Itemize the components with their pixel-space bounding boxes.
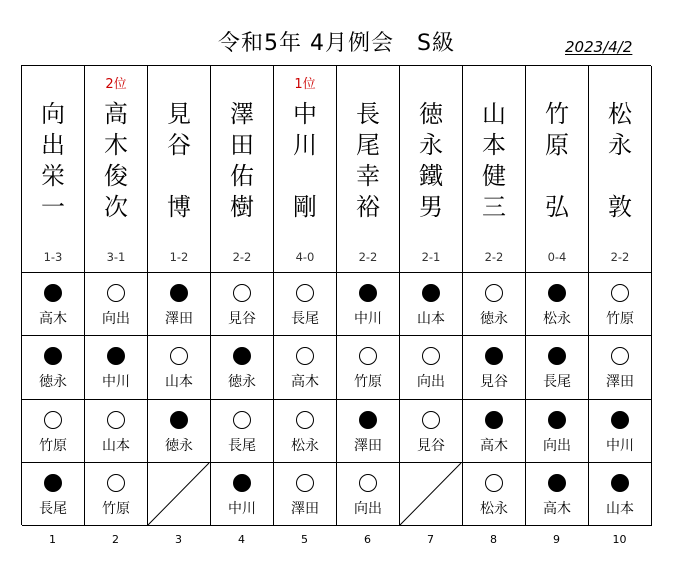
black-circle-icon [44,347,62,365]
black-circle-icon [548,284,566,302]
black-circle-icon [233,347,251,365]
game-result-cell [274,336,337,399]
opponent-name: 高木 [291,374,319,391]
white-circle-icon [422,411,440,429]
black-circle-icon [44,284,62,302]
column-number: 7 [427,533,434,546]
game-result-cell [22,273,85,336]
white-circle-icon [296,474,314,492]
diagonal-slash [148,463,211,526]
opponent-name: 高木 [543,500,571,517]
game-result-cell [400,400,463,463]
opponent-name: 見谷 [228,311,256,327]
white-circle-icon [44,411,62,429]
black-circle-icon [548,411,566,429]
white-circle-icon [359,474,377,492]
white-circle-icon [233,411,251,429]
opponent-name: 山本 [417,311,445,327]
game-result-cell [589,463,652,526]
game-result-cell [526,400,589,463]
column-number: 3 [175,533,182,546]
win-loss-record: 2-2 [610,250,630,264]
white-circle-icon [485,474,503,492]
opponent-name: 向出 [417,374,445,391]
opponent-name: 中川 [102,374,130,391]
page-title: 令和5年 4月例会 S級 [218,31,455,56]
opponent-name: 山本 [606,500,634,517]
white-circle-icon [359,347,377,365]
black-circle-icon [359,411,377,429]
game-result-cell [22,336,85,399]
game-result-cell [85,336,148,399]
player-name: 山 本 健 三 [482,100,506,221]
opponent-name: 澤田 [165,311,193,327]
player-name: 徳 永 鐵 男 [419,100,443,221]
white-circle-icon [611,284,629,302]
player-name: 長 尾 幸 裕 [356,100,380,221]
black-circle-icon [359,284,377,302]
black-circle-icon [170,411,188,429]
game-result-cell [211,336,274,399]
player-name: 中 川 剛 [293,100,317,221]
white-circle-icon [233,284,251,302]
player-name: 竹 原 弘 [545,100,569,221]
win-loss-record: 3-1 [106,250,126,264]
opponent-name: 高木 [480,437,508,454]
opponent-name: 松永 [543,311,571,327]
column-number: 8 [490,533,497,546]
player-header [589,66,652,273]
column-number: 9 [553,533,560,546]
black-circle-icon [170,284,188,302]
game-result-cell [85,273,148,336]
game-result-cell [85,463,148,526]
opponent-name: 向出 [102,311,130,327]
win-loss-record: 1-3 [43,250,63,264]
player-header [274,66,337,273]
opponent-name: 長尾 [543,374,571,391]
game-result-cell [274,400,337,463]
game-result-cell [148,400,211,463]
win-loss-record: 2-2 [358,250,378,264]
opponent-name: 澤田 [606,374,634,391]
win-loss-record: 4-0 [295,250,315,264]
opponent-name: 向出 [543,437,571,454]
opponent-name: 向出 [354,500,382,517]
white-circle-icon [422,347,440,365]
black-circle-icon [485,411,503,429]
white-circle-icon [170,347,188,365]
game-result-cell [22,400,85,463]
black-circle-icon [548,474,566,492]
opponent-name: 澤田 [354,437,382,454]
black-circle-icon [611,474,629,492]
opponent-name: 竹原 [102,500,130,517]
game-result-cell [526,463,589,526]
event-date: 2023/4/2 [565,38,633,56]
game-result-cell [22,463,85,526]
opponent-name: 見谷 [480,374,508,391]
black-circle-icon [548,347,566,365]
win-loss-record: 2-1 [421,250,441,264]
opponent-name: 山本 [102,437,130,454]
opponent-name: 澤田 [291,500,319,517]
black-circle-icon [485,347,503,365]
column-number: 4 [238,533,245,546]
opponent-name: 徳永 [480,311,508,327]
player-name: 松 永 敦 [608,100,632,221]
white-circle-icon [611,347,629,365]
player-name: 澤 田 佑 樹 [230,100,254,221]
column-number: 5 [301,533,308,546]
game-result-cell [148,273,211,336]
game-result-cell [463,336,526,399]
opponent-name: 長尾 [39,500,67,517]
win-loss-record: 2-2 [484,250,504,264]
game-result-cell [85,400,148,463]
white-circle-icon [107,411,125,429]
opponent-name: 見谷 [417,437,445,454]
column-number: 2 [112,533,119,546]
column-number: 10 [612,533,627,546]
black-circle-icon [611,411,629,429]
opponent-name: 長尾 [291,311,319,327]
game-result-cell [526,336,589,399]
rank-label: 1位 [294,77,316,92]
opponent-name: 中川 [606,437,634,454]
game-result-cell [211,463,274,526]
opponent-name: 高木 [39,311,67,327]
player-name: 向 出 栄 一 [41,100,65,221]
game-result-cell [589,336,652,399]
white-circle-icon [296,411,314,429]
black-circle-icon [422,284,440,302]
win-loss-record: 0-4 [547,250,567,264]
game-result-cell [463,400,526,463]
game-result-cell [337,273,400,336]
opponent-name: 徳永 [165,437,193,454]
player-name: 高 木 俊 次 [104,100,128,221]
game-result-cell [274,463,337,526]
win-loss-record: 2-2 [232,250,252,264]
results-table [21,65,651,525]
opponent-name: 竹原 [39,437,67,454]
white-circle-icon [485,284,503,302]
game-result-cell [211,400,274,463]
opponent-name: 中川 [228,500,256,517]
game-result-cell [337,463,400,526]
player-header [400,66,463,273]
white-circle-icon [296,347,314,365]
opponent-name: 長尾 [228,437,256,454]
game-result-cell [274,273,337,336]
game-result-cell [463,273,526,336]
game-result-cell [589,400,652,463]
game-result-cell [526,273,589,336]
black-circle-icon [233,474,251,492]
opponent-name: 徳永 [39,374,67,391]
white-circle-icon [107,284,125,302]
game-result-cell [400,336,463,399]
player-header [526,66,589,273]
bye-cell [400,463,463,526]
game-result-cell [337,400,400,463]
white-circle-icon [107,474,125,492]
black-circle-icon [107,347,125,365]
player-name: 見 谷 博 [167,100,191,221]
opponent-name: 松永 [480,500,508,517]
win-loss-record: 1-2 [169,250,189,264]
opponent-name: 徳永 [228,374,256,391]
game-result-cell [589,273,652,336]
diagonal-slash [400,463,463,526]
player-header [85,66,148,273]
bye-cell [148,463,211,526]
black-circle-icon [44,474,62,492]
opponent-name: 松永 [291,437,319,454]
white-circle-icon [296,284,314,302]
opponent-name: 竹原 [354,374,382,391]
game-result-cell [400,273,463,336]
game-result-cell [463,463,526,526]
player-header [337,66,400,273]
game-result-cell [148,336,211,399]
player-header [211,66,274,273]
game-result-cell [337,336,400,399]
column-number: 1 [49,533,56,546]
player-header [148,66,211,273]
opponent-name: 竹原 [606,311,634,327]
game-result-cell [211,273,274,336]
rank-label: 2位 [105,77,127,92]
player-header [463,66,526,273]
player-header [22,66,85,273]
column-number: 6 [364,533,371,546]
opponent-name: 中川 [354,311,382,327]
opponent-name: 山本 [165,374,193,391]
